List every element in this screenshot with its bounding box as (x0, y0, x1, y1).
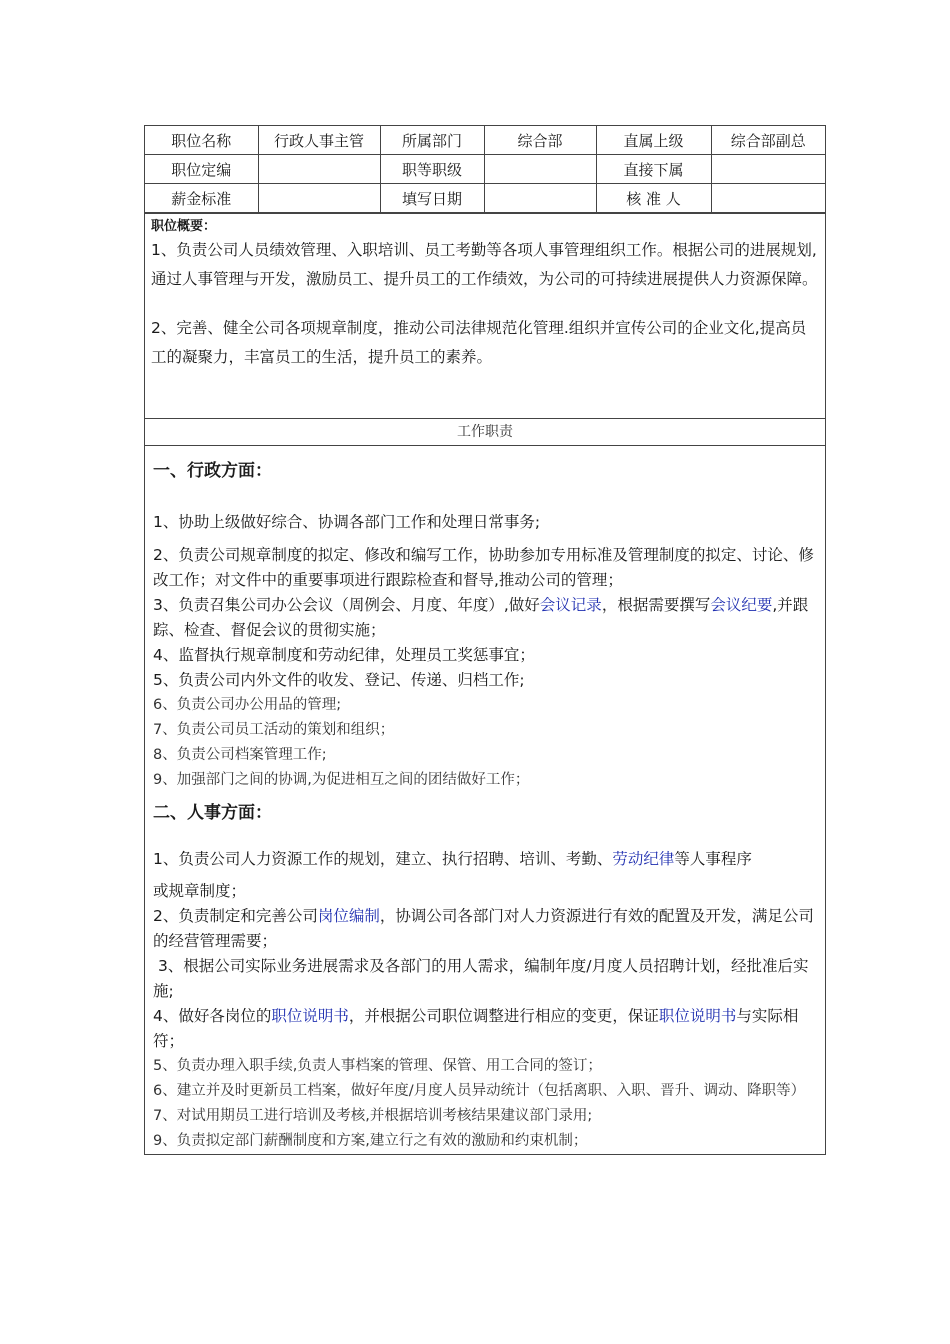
hr-item-4 (153, 1004, 817, 1054)
value-department: 综合部 (484, 126, 596, 155)
job-description-document (144, 125, 826, 1155)
job-description-link[interactable]: 职位说明书 (271, 1007, 349, 1025)
value-fill-date (484, 184, 596, 213)
value-headcount (258, 155, 380, 184)
job-info-table (145, 126, 825, 213)
admin-item-4: 4、监督执行规章制度和劳动纪律，处理员工奖惩事宜； (153, 646, 535, 664)
admin-item-9: 9、加强部门之间的协调,为促进相互之间的团结做好工作； (153, 772, 530, 788)
admin-heading: 一、行政方面： (153, 461, 272, 481)
admin-item-5: 5、负责公司内外文件的收发、登记、传递、归档工作; (153, 671, 525, 689)
summary-paragraph-2: 2、完善、健全公司各项规章制度，推动公司法律规范化管理.组织并宣传公司的企业文化,提高员工的凝聚力，丰富员工的生活，提升员工的素养。 (151, 319, 807, 366)
value-approver (711, 184, 825, 213)
text: 4、做好各岗位的 (153, 1007, 272, 1025)
label-position-name: 职位名称 (145, 126, 258, 155)
summary-paragraph-1: 1、负责公司人员绩效管理、入职培训、员工考勤等各项人事管理组织工作。根据公司的进展规划,通过人事管理与开发，激励员工、提升员工的工作绩效，为公司的可持续进展提供人力资源保障。 (151, 241, 818, 288)
label-direct-reports: 直接下属 (596, 155, 711, 184)
text: 等人事程序 (674, 850, 752, 868)
labor-discipline-link[interactable]: 劳动纪律 (612, 850, 675, 868)
label-department: 所属部门 (380, 126, 484, 155)
text: ，根据需要撰写 (601, 596, 711, 614)
hr-item-5: 5、负责办理入职手续,负责人事档案的管理、保管、用工合同的签订； (153, 1058, 602, 1074)
hr-item-9: 9、负责拟定部门薪酬制度和方案,建立行之有效的激励和约束机制； (153, 1133, 588, 1149)
summary-label: 职位概要： (151, 219, 217, 234)
admin-item-3 (153, 593, 817, 643)
label-headcount: 职位定编 (145, 155, 258, 184)
label-direct-superior: 直属上级 (596, 126, 711, 155)
table-row (145, 155, 825, 184)
post-establishment-link[interactable]: 岗位编制 (317, 907, 380, 925)
text: 2、负责制定和完善公司 (153, 907, 318, 925)
value-grade (484, 155, 596, 184)
text: ，并根据公司职位调整进行相应的变更，保证 (348, 1007, 659, 1025)
table-row (145, 184, 825, 213)
hr-item-1-cont: 或规章制度； (153, 882, 247, 900)
hr-item-7: 7、对试用期员工进行培训及考核,并根据培训考核结果建议部门录用; (153, 1108, 593, 1124)
hr-heading: 二、人事方面： (153, 803, 272, 823)
value-direct-superior: 综合部副总 (711, 126, 825, 155)
value-salary (258, 184, 380, 213)
duties-content (145, 446, 825, 1154)
hr-item-2 (153, 904, 817, 954)
text: 与实际相符； (153, 1007, 799, 1050)
admin-item-2: 2、负责公司规章制度的拟定、修改和编写工作，协助参加专用标准及管理制度的拟定、讨论、修改工作；对文件中的重要事项进行跟踪检查和督导,推动公司的管理； (153, 546, 814, 589)
hr-item-6: 6、建立并及时更新员工档案，做好年度/月度人员异动统计（包括离职、入职、晋升、调动、降职等） (153, 1083, 806, 1099)
meeting-records-link[interactable]: 会议记录 (539, 596, 602, 614)
text: ,并跟踪、检查、督促会议的贯彻实施； (153, 596, 809, 639)
label-grade: 职等职级 (380, 155, 484, 184)
value-position-name: 行政人事主管 (258, 126, 380, 155)
admin-item-1: 1、协助上级做好综合、协调各部门工作和处理日常事务; (153, 513, 541, 531)
table-row (145, 126, 825, 155)
duties-section-title: 工作职责 (145, 418, 825, 446)
label-salary: 薪金标准 (145, 184, 258, 213)
text: 3、负责召集公司办公会议（周例会、月度、年度）,做好 (153, 596, 540, 614)
job-description-link-2[interactable]: 职位说明书 (658, 1007, 737, 1025)
text: 1、负责公司人力资源工作的规划，建立、执行招聘、培训、考勤、 (153, 850, 613, 868)
position-summary (145, 213, 825, 418)
admin-item-8: 8、负责公司档案管理工作; (153, 747, 327, 763)
hr-item-3: 3、根据公司实际业务进展需求及各部门的用人需求，编制年度/月度人员招聘计划，经批准后实施; (153, 957, 809, 1000)
admin-item-7: 7、负责公司员工活动的策划和组织； (153, 722, 395, 738)
label-approver: 核 准 人 (596, 184, 711, 213)
hr-item-1 (153, 831, 817, 873)
meeting-minutes-link[interactable]: 会议纪要 (710, 596, 773, 614)
label-fill-date: 填写日期 (380, 184, 484, 213)
admin-item-6: 6、负责公司办公用品的管理; (153, 697, 342, 713)
text: ，协调公司各部门对人力资源进行有效的配置及开发，满足公司的经营管理需要； (153, 907, 814, 950)
value-direct-reports (711, 155, 825, 184)
